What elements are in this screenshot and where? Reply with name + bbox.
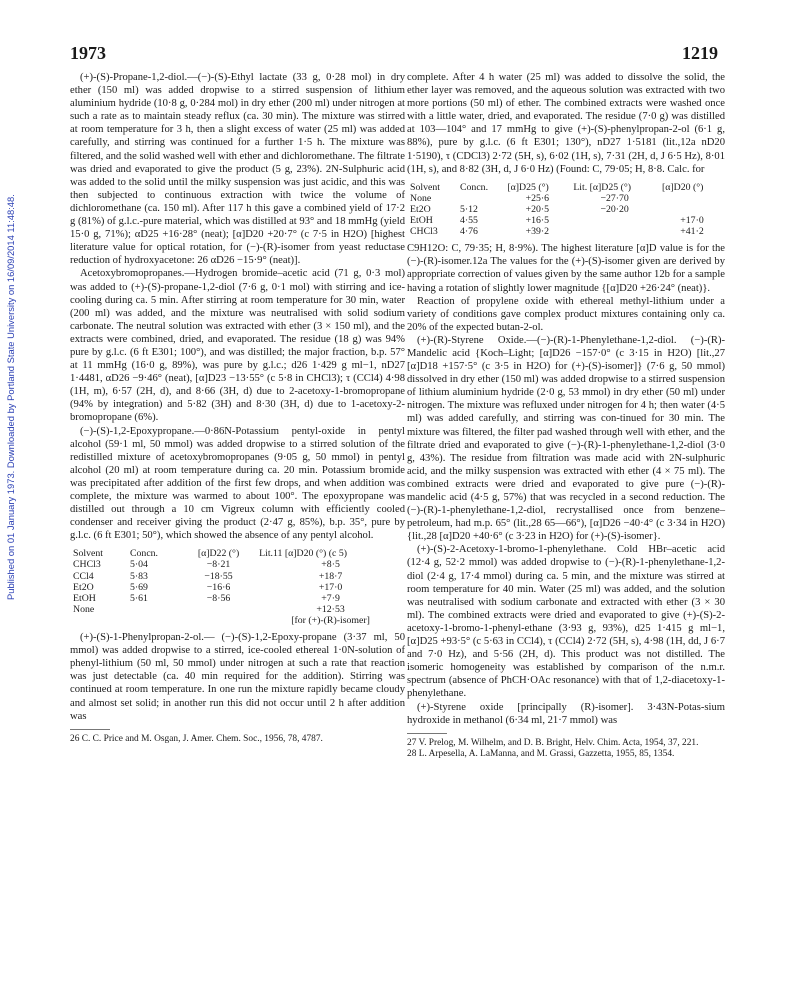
table-cell xyxy=(127,615,181,626)
table-cell xyxy=(181,615,256,626)
table-header: Solvent xyxy=(410,181,440,193)
paragraph-continued: complete. After 4 h water (25 ml) was added to dissolve the solid, the ether layer was removed, and the aqueous solution was extracted with two more portions (50 ml) of ether. The combined extracts were washed once with a little water, dried, and evaporated. The residue (7·0 g) was distilled at 103—104° and 17 mmHg to give (+)-(S)-phenylpropan-2-ol (6·1 g, 88%), pure by g.l.c. (6 ft E301; 130°), nD27 1·5181 (lit.,12a nD20 1·5190), τ (CDCl3) 2·72 (5H, s), 6·02 (1H, s), 7·31 (2H, d, J 6·5 Hz), 8·01 (1H, s), and 8·82 (3H, d, J 6·0 Hz) (Found: C, 79·05; H, 8·8. Calc. for xyxy=(407,72,725,175)
table-cell: +17·0 xyxy=(318,581,343,593)
table-cell: +12·53 xyxy=(316,603,345,615)
table-cell: 5·83 xyxy=(129,570,148,582)
table-header-row xyxy=(407,182,725,193)
paragraph-styrene-oxide: (+)-(R)-Styrene Oxide.—(−)-(R)-1-Phenylethane-1,2-diol. (−)-(R)-Mandelic acid {Koch–Light; [α]D26 −157·0° (c 3·15 in H2O) [lit.,27 [α]D18 +157·5° (c 3·5 in H2O) for (+)-(S)-isomer]} (7·6 g, 50 mmol) dissolved in dry ether (150 ml) was added dropwise to a stirred suspension of lithium aluminium hydride (2·0 g, 53 mmol) in dry ether (50 ml) under nitrogen. The mixture was refluxed under nitrogen for 4 h; then water (4·5 ml) was added carefully, and stirring was con-tinued for 30 min. The mixture was filtered, the filter pad washed through well with ether, and the filtrate dried and evaporated to give (−)-(R)-1-phenylethane-1,2-diol (3·0 g, 43%). The residue from filtration was made acid with 2N-sulphuric acid, and the milky suspension was extracted with ether (4 × 75 ml). The combined extracts were dried and evaporated to give pure (−)-(R)-mandelic acid (4·5 g, 57%) that was recycled in a second reduction. The (−)-(R)-1-phenylethane-1,2-diol, recrystallised once from benzene–petroleum, had m.p. 65° (lit.,28 65—66°), [α]D26 −40·4° (c 3·34 in H2O) {lit.,28 [α]D20 +40·6° (c 3·23 in H2O) for (+)-(S)-isomer}. xyxy=(407,334,725,543)
table-header: Lit.11 [α]D20 (°) (c 5) xyxy=(259,548,347,560)
paragraph-acetoxy-bromo: (+)-(S)-2-Acetoxy-1-bromo-1-phenylethane. Cold HBr–acetic acid (12·4 g, 52·2 mmol) was added dropwise to (−)-(R)-1-phenylethane-1,2-diol (2·4 g, 17·4 mmol) during ca. 5 min, and the mixture was stirred at room temperature for 40 min. Water (25 ml) was added, and the solution was neutralised with sodium carbonate and extracted with ether (3 × 30 ml). The combined extracts were dried and evaporated to give (+)-(S)-2-acetoxy-1-bromo-1-phenyl-ethane (3·93 g, 93%), d25 1·415 g ml−1, [α]D25 +93·5° (c 5·63 in CCl4), τ (CCl4) 2·72 (5H, s), 4·98 (1H, dd, J 6·7 and 7·0 Hz), and 5·56 (2H, d). This product was not distilled. The isomeric homogeneity was established by comparison of the n.m.r. spectrum (absence of PhCH·OAc resonance) with that of 1,2-diacetoxy-1-phenylethane. xyxy=(407,544,725,700)
table-row xyxy=(70,604,405,615)
table-cell: 5·61 xyxy=(129,592,148,604)
table-header-row xyxy=(70,548,405,559)
table-row xyxy=(70,582,405,593)
table-cell: 5·04 xyxy=(129,559,148,571)
download-watermark xyxy=(2,80,16,900)
table-header: [α]D20 (°) xyxy=(662,181,704,193)
rotation-table-epoxypropane xyxy=(70,548,405,626)
table-row xyxy=(407,226,725,237)
table-cell xyxy=(127,604,181,615)
paragraph-styrene-oxide-r: (+)-Styrene oxide [principally (R)-isomer]. 3·43N-Potas-sium hydroxide in methanol (6·34 ml, 21·7 mmol) was xyxy=(407,701,725,726)
table-row xyxy=(407,204,725,215)
table-header: [α]D25 (°) xyxy=(507,181,549,193)
paragraph-propanediol: (+)-(S)-Propane-1,2-diol.—(−)-(S)-Ethyl lactate (33 g, 0·28 mol) in dry ether (150 ml) was added dropwise to a stirred suspension of lithium aluminium hydride (10·8 g, 0·284 mol) in dry ether (200 ml) under nitrogen at such a rate as to maintain steady reflux (ca. 30 min). The mixture was stirred at room temperature for 3 h, then a slight excess of water (25 ml) was added carefully, and stirring was continued for a further 1·5 h. The mixture was filtered, and the solid washed well with ether and dichloromethane. The filtrate was dried and evaporated to give the product (5 g, 23%). 2N-Sulphuric acid was added to the solid until the milky suspension was just acidic, and this was then subjected to continuous extraction with twice the volume of dichloromethane (ca. 150 ml). After 117 h this gave a combined yield of 17·2 g (81%) of g.l.c.-pure material, which was distilled at 93° and 18 mmHg (yield 15·0 g, 71%); αD25 +16·28° (neat); [α]D20 +20·7° (c 7·5 in H2O) [highest literature value for optical rotation, for (−)-(R)-isomer from yeast reductase reduction of hydroxyacetone: 26 αD26 −15·9° (neat)]. xyxy=(70,72,405,267)
footnote-28: 28 L. Arpesella, A. LaManna, and M. Grassi, Gazzetta, 1955, 85, 1354. xyxy=(407,748,675,759)
table-cell: [for (+)-(R)-isomer] xyxy=(291,614,370,626)
table-cell: −18·55 xyxy=(204,570,233,582)
table-cell: 4·55 xyxy=(460,215,478,227)
table-cell: +16·5 xyxy=(525,215,550,227)
table-cell: CHCl3 xyxy=(410,226,438,238)
table-row xyxy=(70,559,405,570)
table-cell: +39·2 xyxy=(525,226,550,238)
table-cell: +41·2 xyxy=(680,226,704,238)
table-cell: 5·69 xyxy=(129,581,148,593)
table-row xyxy=(407,193,725,204)
table-cell xyxy=(570,215,659,226)
rotation-table-phenylpropanol xyxy=(407,182,725,237)
table-row xyxy=(70,615,405,626)
table-cell xyxy=(457,193,504,204)
table-cell xyxy=(70,615,127,626)
table-cell: 4·76 xyxy=(460,226,478,238)
paragraph-acetoxybromopropanes: Acetoxybromopropanes.—Hydrogen bromide–acetic acid (71 g, 0·3 mol) was added to (+)-(S)-propane-1,2-diol (7·6 g, 0·1 mol) with stirring and ice-cooling during ca. 5 min. After stirring at room temperature for 30 min, water (200 ml) was added, and the mixture was neutralised with solid sodium carbonate. The neutral solution was extracted with ether (3 × 150 ml), and the extracts were combined, dried, and evaporated. The residue (18 g) was 94% pure by g.l.c. (6 ft E301; 100°), and was distilled; the major fraction, b.p. 57° at 11 mmHg (16·0 g, 89%), was pure by g.l.c.; d26 1·429 g ml−1, nD27 1·4481, αD26 −9·46° (neat), [α]D23 −13·55° (c 5·8 in CHCl3); τ (CCl4) 4·98 (1H, m), 6·57 (2H, d), and 8·66 (3H, d) due to 2-acetoxy-1-bromopropane (94% by integration) and 5·82 (3H) and 8·30 (3H, d) due to 1-acetoxy-2-bromopropane (6%). xyxy=(70,268,405,424)
table-cell: +25·6 xyxy=(525,192,550,204)
table-cell: CHCl3 xyxy=(73,559,101,571)
table-cell xyxy=(659,193,725,204)
left-column xyxy=(70,71,405,745)
table-header: Concn. xyxy=(460,181,489,193)
table-cell: Et2O xyxy=(73,581,94,593)
table-cell xyxy=(659,204,725,215)
paragraph-methyllithium: Reaction of propylene oxide with ethereal methyl-lithium under a variety of conditions gave complex product mixtures containing only ca. 20% of the expected butan-2-ol. xyxy=(407,295,725,333)
footnote-divider xyxy=(70,729,110,730)
footnote-27: 27 V. Prelog, M. Wilhelm, and D. B. Bright, Helv. Chim. Acta, 1954, 37, 221. xyxy=(407,737,699,748)
table-cell: −16·6 xyxy=(206,581,231,593)
table-header: Lit. [α]D25 (°) xyxy=(573,181,632,193)
table-header: Concn. xyxy=(129,548,159,560)
table-cell: Et2O xyxy=(410,203,431,215)
table-header: Solvent xyxy=(73,548,103,560)
table-cell: None xyxy=(73,603,95,615)
table-cell: −27·70 xyxy=(600,192,629,204)
table-cell: EtOH xyxy=(73,592,96,604)
page-number: 1219 xyxy=(682,43,718,63)
table-cell: +18·7 xyxy=(318,570,343,582)
table-cell: +20·5 xyxy=(525,203,550,215)
table-cell: 5·12 xyxy=(460,203,478,215)
footnote-divider xyxy=(407,733,447,734)
table-cell: −8·56 xyxy=(206,592,231,604)
table-header: [α]D22 (°) xyxy=(197,548,240,560)
table-cell: +8·5 xyxy=(321,559,340,571)
table-cell: +7·9 xyxy=(321,592,340,604)
table-cell xyxy=(570,226,659,237)
footnote-26: 26 C. C. Price and M. Osgan, J. Amer. Chem. Soc., 1956, 78, 4787. xyxy=(70,733,323,744)
journal-year: 1973 xyxy=(70,43,106,63)
watermark-text: Published on 01 January 1973. Downloaded by Portland State University on 16/09/2014 11:48:48. xyxy=(5,194,16,600)
table-cell: CCl4 xyxy=(73,570,94,582)
paragraph-literature-values: C9H12O: C, 79·35; H, 8·9%). The highest literature [α]D value is for the (−)-(R)-isomer.12a The values for the (+)-(S)-isomer given are derived by appropriate correction of values given by the same author 12b for a sample having a rotation of slightly lower magnitude {[α]D20 +26·24° (neat)}. xyxy=(407,243,725,294)
paragraph-epoxypropane: (−)-(S)-1,2-Epoxypropane.—0·86N-Potassium pentyl-oxide in pentyl alcohol (59·1 ml, 50 mmol) was added dropwise to a stirred solution of the redistilled mixture of acetoxybromopropanes (9·05 g, 50 mmol) in pentyl alcohol (20 ml) at room temperature during ca. 20 min. Potassium bromide was precipitated after addition of the first few drops, and when addition was complete, the mixture was warmed to about 100°. The epoxypropane was distilled out through a 10 cm Vigreux column with efficiently cooled condenser and receiver giving the product (2·47 g, 85%), b.p. 35°, pure by g.l.c. (6 ft E301; 50°), which showed the absence of any pentyl alcohol. xyxy=(70,425,405,542)
table-cell: −8·21 xyxy=(206,559,231,571)
table-row xyxy=(70,593,405,604)
table-row xyxy=(70,571,405,582)
table-cell xyxy=(181,604,256,615)
paragraph-phenylpropanol: (+)-(S)-1-Phenylpropan-2-ol.— (−)-(S)-1,2-Epoxy-propane (3·37 ml, 50 mmol) was added dropwise to a stirred, ice-cooled ethereal 1·0N-solution of phenyl-lithium (50 ml, 50 mmol) under nitrogen at such a rate that reaction was just detectable (ca. 40 min required for the addition). Stirring was continued at room temperature. In one run the mixture rapidly became cloudy and almost set solid; in another run this did not occur until 2 h after addition was xyxy=(70,632,405,722)
right-column xyxy=(407,71,725,760)
table-cell: +17·0 xyxy=(680,215,704,227)
table-row xyxy=(407,215,725,226)
table-cell: None xyxy=(410,192,432,204)
table-cell: −20·20 xyxy=(600,203,629,215)
table-cell: EtOH xyxy=(410,215,433,227)
